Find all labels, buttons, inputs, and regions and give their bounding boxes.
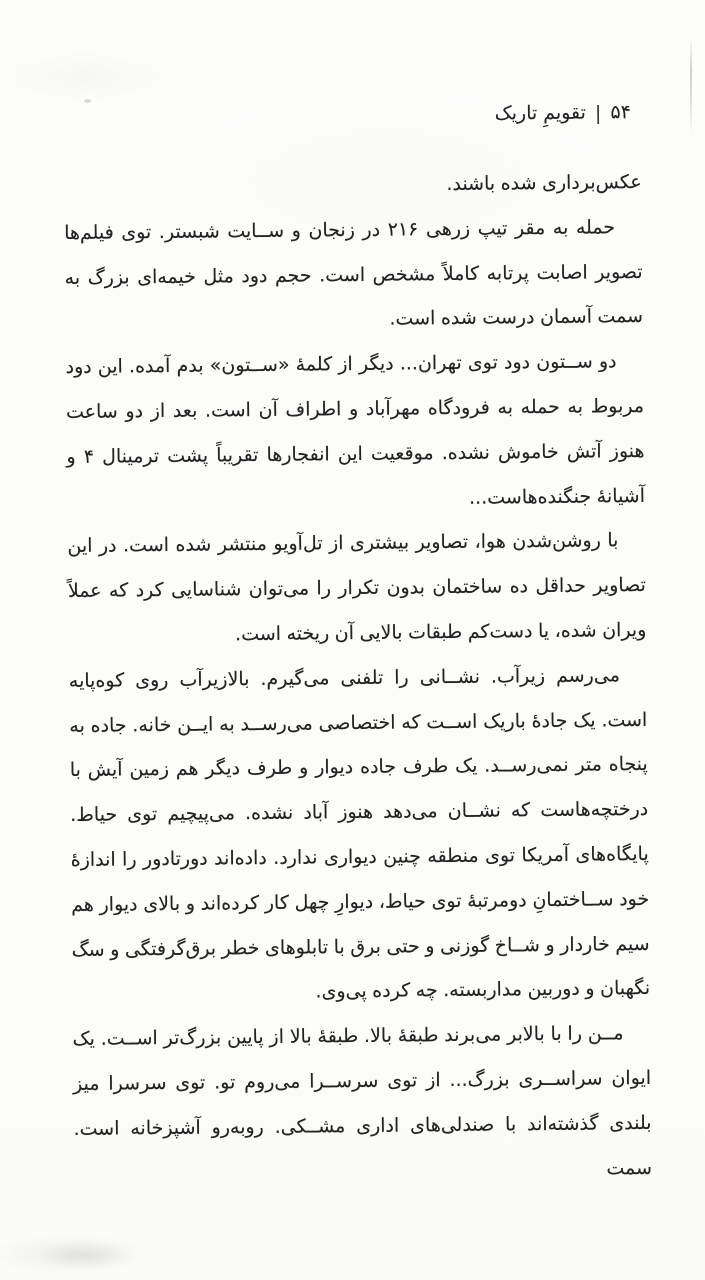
paragraph-upstairs: مــن را با بالابر می‌برند طبقهٔ بالا. طبقهٔ بالا از پایین بزرگ‌تر اســت. یک ایوان سراســری بزرگ... از توی سرســرا می‌روم تو. توی سرسرا میز بلندی گذشته‌اند با صندلی‌های اداری مشــکی. روبه‌رو آشپزخانه است. سمت	[72, 1022, 653, 1179]
paragraph-smoke-tehran: دو ســتون دود توی تهران... دیگر از کلمهٔ «ســتون» بدم آمده. این دود مربوط به حمله به فرودگاه مهرآباد و اطراف آن است. بعد از دو ساعت هنوز آتش خاموش نشده. موقعیت این انفجارها تقریباً پشت ترمینال ۴ و آشیانهٔ جنگنده‌هاست...	[65, 350, 646, 509]
page-header	[495, 101, 631, 124]
page-number: ۵۴	[610, 101, 632, 124]
header-separator: |	[594, 102, 602, 125]
paragraph-attack-zanjan: حمله به مقر تیپ زرهی ۲۱۶ در زنجان و ســایت شبستر. توی فیلم‌ها تصویر اصابت پرتابه کاملاً مشخص است. حجم دود مثل خیمه‌ای بزرگ به سمت آسمان درست شده است.	[64, 216, 644, 331]
book-title: تقویمِ تاریک	[494, 101, 587, 125]
paragraph-telaviv-images: با روشن‌شدن هوا، تصاویر بیشتری از تل‌آویو منتشر شده است. در این تصاویر حداقل ده ساختمان بدون تکرار را می‌توان شناسایی کرد که عملاً ویران شده، یا دست‌کم طبقات بالایی آن ریخته است.	[67, 529, 647, 646]
paragraph-continuation: عکس‌برداری شده باشند.	[446, 170, 642, 196]
page-body	[63, 160, 652, 1196]
paragraph-zirab-arrival: می‌رسم زیرآب. نشــانی را تلفنی می‌گیرم. بالازیرآب روی کوه‌پایه است. یک جادهٔ باریک اســت که اختصاصی می‌رســد به ایــن خانه. جاده به پنجاه متر نمی‌رســد. یک طرف جاده دیوار و طرف دیگر هم زمین آیش با درختچه‌هاست که نشــان می‌دهد هنوز آباد نشده. می‌پیچیم توی حیاط. پایگاه‌های آمریکا توی منطقه چنین دیواری ندارد. داده‌اند دورتادور را اندازهٔ خود ســاختمانِ دومرتبهٔ توی حیاط، دیوارِ چهل کار کرده‌اند و بالای دیوار هم سیم خاردار و شــاخ گوزنی و حتی برق با تابلوهای خطر برق‌گرفتگی و سگ نگهبان و دوربین مداربسته. چه کرده پی‌وی.	[68, 664, 651, 1003]
